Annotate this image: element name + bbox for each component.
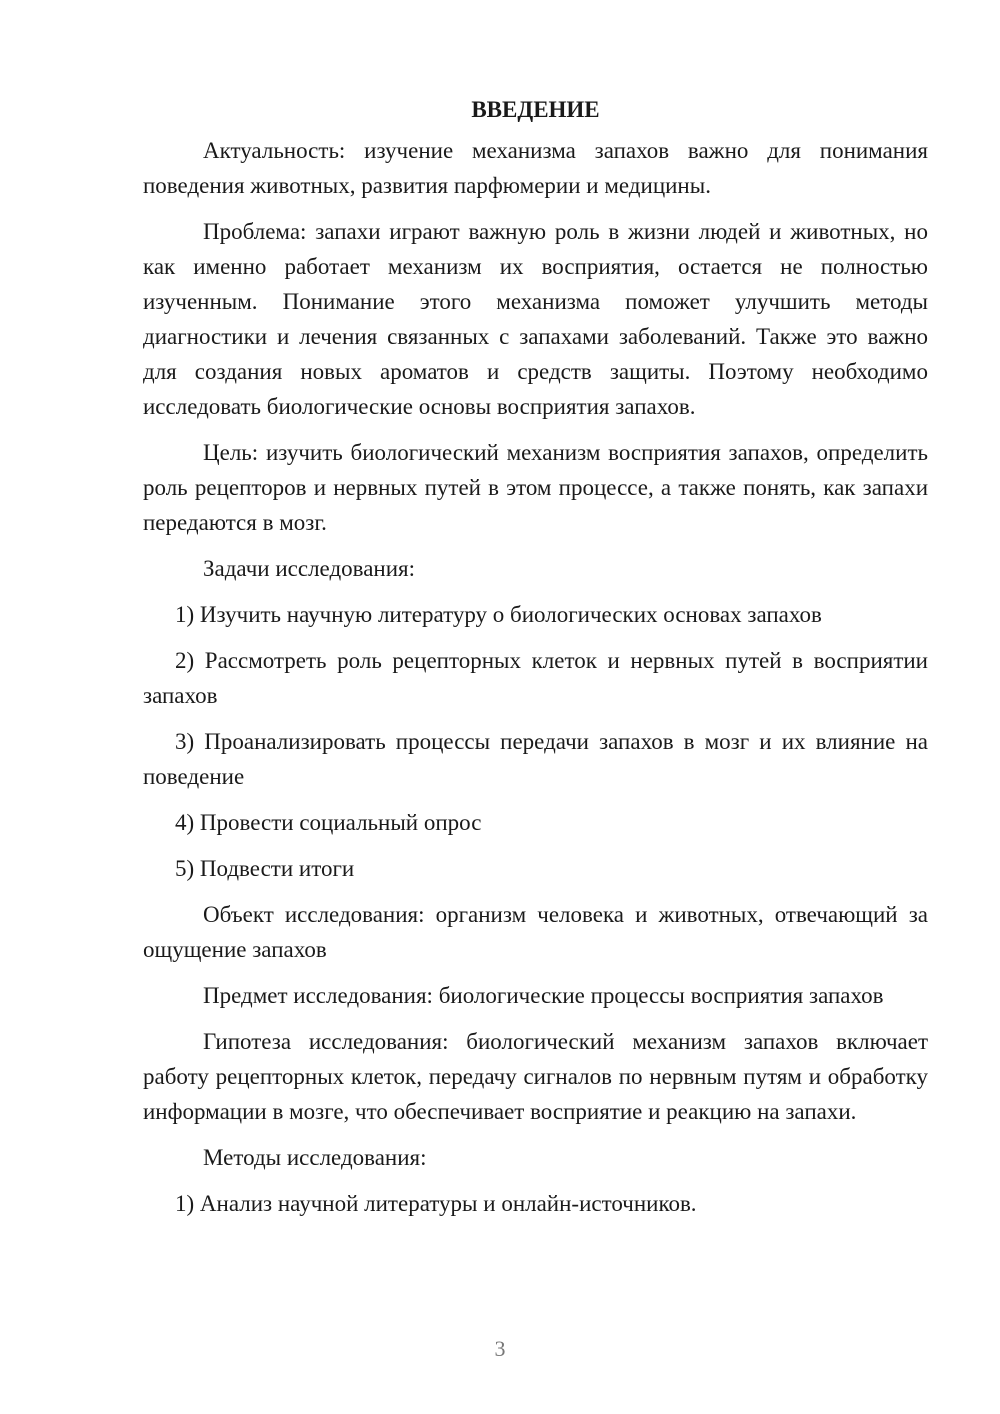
- task-item-2: 2) Рассмотреть роль рецепторных клеток и нервных путей в восприятии запахов: [143, 648, 928, 708]
- task-item-5: 5) Подвести итоги: [175, 856, 355, 881]
- section-title: ВВЕДЕНИЕ: [471, 97, 600, 122]
- goal-paragraph: Цель: изучить биологический механизм восприятия запахов, определить роль рецепторов и нервных путей в этом процессе, а также понять, как запахи передаются в мозг.: [143, 440, 928, 535]
- task-item-4: 4) Провести социальный опрос: [175, 810, 482, 835]
- page-number: 3: [494, 1336, 506, 1361]
- relevance-paragraph: Актуальность: изучение механизма запахов важно для понимания поведения животных, развития парфюмерии и медицины.: [143, 138, 928, 198]
- page-content: [143, 92, 928, 1232]
- object-paragraph: Объект исследования: организм человека и животных, отвечающий за ощущение запахов: [143, 902, 928, 962]
- problem-paragraph: Проблема: запахи играют важную роль в жизни людей и животных, но как именно работает механизм их восприятия, остается не полностью изученным. Понимание этого механизма поможет улучшить методы диагностики и лечения связанных с запахами заболеваний. Также это важно для создания новых ароматов и средств защиты. Поэтому необходимо исследовать биологические основы восприятия запахов.: [143, 219, 928, 419]
- task-item-3: 3) Проанализировать процессы передачи запахов в мозг и их влияние на поведение: [143, 729, 928, 789]
- subject-paragraph: Предмет исследования: биологические процессы восприятия запахов: [203, 983, 884, 1008]
- task-item-1: 1) Изучить научную литературу о биологических основах запахов: [175, 602, 822, 627]
- methods-heading: Методы исследования:: [203, 1145, 427, 1170]
- method-item-1: 1) Анализ научной литературы и онлайн-источников.: [175, 1191, 697, 1216]
- tasks-heading: Задачи исследования:: [203, 556, 416, 581]
- hypothesis-paragraph: Гипотеза исследования: биологический механизм запахов включает работу рецепторных клеток, передачу сигналов по нервным путям и обработку информации в мозге, что обеспечивает восприятие и реакцию на запахи.: [143, 1029, 928, 1124]
